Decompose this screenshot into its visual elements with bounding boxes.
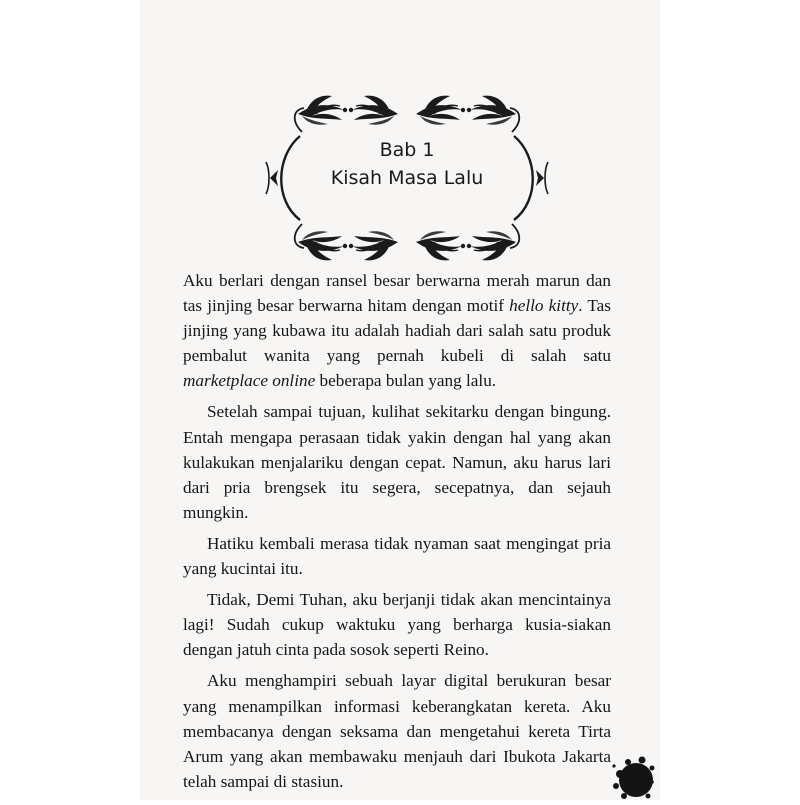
text-run: Setelah sampai tujuan, kulihat sekitarku dengan bingung. Entah mengapa perasaan tidak yakin dengan hal yang akan kulakukan menjalariku dengan cepat. Namun, aku harus lari dari pria brengsek itu segera, secepatnya, dan sejauh mungkin. (183, 402, 611, 522)
ink-blot-decoration (608, 752, 656, 805)
italic-run: marketplace online (183, 371, 316, 391)
text-run: Hatiku kembali merasa tidak nyaman saat mengingat pria yang kucintai itu. (183, 533, 611, 579)
text-run: Aku berlari dengan ransel besar berwarna merah marun dan tas jinjing besar berwarna hitam dengan motif (183, 271, 611, 316)
text-run: . Tas jinjing yang kubawa itu adalah hadiah dari salah satu produk pembalut wanita yang pernah kubeli di salah satu (183, 296, 611, 366)
paragraph (183, 399, 611, 524)
paragraph (183, 668, 611, 793)
text-run: Aku menghampiri sebuah layar digital berukuran besar yang menampilkan informasi keberangkatan kereta. Aku membacanya dengan seksama dan mengetahui kereta Tirta Arum yang akan membawaku menjauh dari Ibukota Jakarta telah sampai di stasiun. (183, 671, 611, 791)
text-run: Tidak, Demi Tuhan, aku berjanji tidak akan mencintainya lagi! Sudah cukup waktuku yang berharga kusia-siakan dengan jatuh cinta pada sosok seperti Reino. (183, 590, 611, 660)
chapter-heading (262, 136, 552, 192)
chapter-number: Bab 1 (379, 139, 435, 161)
chapter-body (183, 268, 611, 800)
paragraph (183, 268, 611, 393)
chapter-title: Kisah Masa Lalu (330, 167, 484, 189)
text-run: beberapa bulan yang lalu. (315, 371, 497, 391)
paragraph (183, 587, 611, 662)
paragraph (183, 531, 611, 581)
italic-run: hello kitty (509, 296, 579, 316)
